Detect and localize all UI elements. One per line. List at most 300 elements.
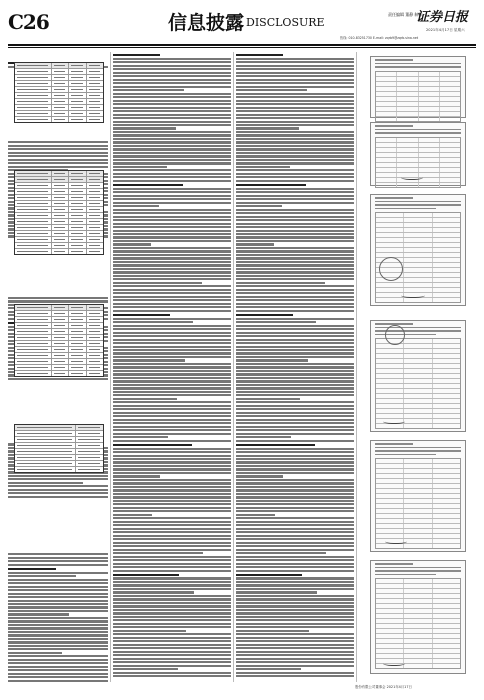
text-line xyxy=(236,356,354,358)
text-line xyxy=(113,493,231,495)
text-line xyxy=(113,426,231,428)
text-line xyxy=(236,665,354,667)
text-line xyxy=(8,155,108,157)
text-line xyxy=(236,387,354,389)
text-line xyxy=(236,538,354,540)
text-line xyxy=(8,482,83,484)
text-line xyxy=(236,633,354,635)
header-rule xyxy=(8,44,476,46)
text-line xyxy=(236,318,354,320)
text-line xyxy=(236,219,354,221)
text-line xyxy=(236,335,354,337)
text-line xyxy=(113,191,231,193)
text-line xyxy=(236,524,354,526)
text-line xyxy=(113,318,231,320)
text-line xyxy=(236,275,354,277)
editors-credit: 责任编辑 董静 制作 xyxy=(388,12,423,17)
text-line xyxy=(113,486,231,488)
text-line xyxy=(236,145,354,147)
text-line xyxy=(113,619,231,621)
text-line xyxy=(113,415,231,417)
article-column-1 xyxy=(8,52,108,682)
text-line xyxy=(113,605,231,607)
text-line xyxy=(236,124,354,126)
text-line xyxy=(236,188,354,190)
text-line xyxy=(113,124,231,126)
text-line xyxy=(236,465,354,467)
text-line xyxy=(113,366,231,368)
text-line xyxy=(236,198,354,200)
column-divider xyxy=(110,52,111,682)
text-line xyxy=(236,233,354,235)
text-line xyxy=(236,577,354,579)
text-line xyxy=(236,366,354,368)
text-line xyxy=(113,306,231,308)
text-line xyxy=(8,645,108,647)
text-line xyxy=(113,654,231,656)
footer-signature: 股份有限公司董事会 2021年4月17日 xyxy=(355,685,412,689)
text-line xyxy=(8,560,108,562)
text-line xyxy=(236,507,354,509)
paragraph-heading xyxy=(113,444,192,446)
text-line xyxy=(113,169,231,171)
text-line xyxy=(8,162,108,164)
text-line xyxy=(113,148,231,150)
text-line xyxy=(236,93,354,95)
text-line xyxy=(8,496,108,498)
text-line xyxy=(113,250,231,252)
text-line xyxy=(113,141,231,143)
text-line xyxy=(113,552,203,554)
text-line xyxy=(8,638,108,640)
text-line xyxy=(8,641,108,643)
text-line xyxy=(236,58,354,60)
text-line xyxy=(236,668,301,670)
text-line xyxy=(236,75,354,77)
text-line xyxy=(8,572,108,574)
text-line xyxy=(113,230,231,232)
text-line xyxy=(236,493,354,495)
text-line xyxy=(113,205,159,207)
text-line xyxy=(236,296,354,298)
text-line xyxy=(236,169,354,171)
text-line xyxy=(236,408,354,410)
text-line xyxy=(236,195,354,197)
text-line xyxy=(236,591,317,593)
text-line xyxy=(8,596,108,598)
text-line xyxy=(236,672,354,674)
text-line xyxy=(113,461,231,463)
text-line xyxy=(236,377,354,379)
text-line xyxy=(113,110,231,112)
text-line xyxy=(8,489,108,491)
text-line xyxy=(236,339,354,341)
column-divider xyxy=(356,52,357,682)
financial-table xyxy=(14,62,104,123)
text-line xyxy=(8,624,108,626)
text-line xyxy=(8,152,108,154)
text-line xyxy=(236,264,354,266)
text-line xyxy=(236,209,354,211)
text-line xyxy=(113,517,231,519)
text-line xyxy=(236,584,354,586)
text-line xyxy=(8,634,108,636)
text-line xyxy=(113,545,231,547)
text-line xyxy=(236,475,283,477)
text-line xyxy=(8,564,108,566)
text-line xyxy=(8,593,108,595)
signature-icon xyxy=(383,417,405,424)
text-line xyxy=(113,310,231,312)
text-line xyxy=(113,155,231,157)
text-line xyxy=(236,285,354,287)
text-line xyxy=(236,448,354,450)
text-line xyxy=(113,145,231,147)
text-line xyxy=(113,647,231,649)
text-line xyxy=(236,257,354,259)
text-line xyxy=(113,661,231,663)
text-line xyxy=(236,570,354,572)
text-line xyxy=(236,310,354,312)
text-line xyxy=(236,531,354,533)
text-line xyxy=(8,620,108,622)
text-line xyxy=(113,303,231,305)
text-line xyxy=(236,552,326,554)
text-line xyxy=(113,591,194,593)
text-line xyxy=(236,675,354,677)
text-line xyxy=(236,510,354,512)
text-line xyxy=(113,535,231,537)
text-line xyxy=(236,162,354,164)
text-line xyxy=(236,321,316,323)
text-line xyxy=(113,289,231,291)
text-line xyxy=(236,342,354,344)
text-line xyxy=(236,556,354,558)
financial-table xyxy=(14,424,104,473)
text-line xyxy=(236,72,354,74)
text-line xyxy=(8,680,108,682)
text-line xyxy=(236,306,354,308)
text-line xyxy=(236,292,354,294)
text-line xyxy=(113,131,231,133)
text-line xyxy=(236,651,354,653)
text-line xyxy=(113,581,231,583)
text-line xyxy=(236,282,325,284)
text-line xyxy=(113,503,231,505)
text-line xyxy=(236,191,354,193)
text-line xyxy=(113,672,231,674)
text-line xyxy=(113,176,231,178)
text-line xyxy=(236,110,354,112)
text-line xyxy=(8,159,108,161)
text-line xyxy=(236,429,354,431)
text-line xyxy=(236,349,354,351)
text-line xyxy=(8,579,108,581)
text-line xyxy=(113,644,231,646)
text-line xyxy=(113,630,186,632)
text-line xyxy=(236,328,354,330)
text-line xyxy=(113,500,231,502)
text-line xyxy=(113,278,231,280)
text-line xyxy=(236,236,354,238)
text-line xyxy=(113,384,231,386)
text-line xyxy=(113,226,231,228)
text-line xyxy=(113,422,231,424)
text-line xyxy=(113,223,231,225)
text-line xyxy=(236,155,354,157)
text-line xyxy=(236,141,354,143)
text-line xyxy=(8,141,108,143)
text-line xyxy=(236,398,300,400)
text-line xyxy=(236,401,354,403)
text-line xyxy=(113,595,231,597)
text-line xyxy=(236,412,354,414)
text-line xyxy=(236,440,354,442)
signature-icon xyxy=(385,537,407,544)
official-seal-icon xyxy=(379,257,403,281)
text-line xyxy=(113,401,231,403)
text-line xyxy=(8,485,108,487)
text-line xyxy=(236,658,354,660)
text-line xyxy=(113,433,231,435)
text-line xyxy=(236,394,354,396)
text-line xyxy=(113,528,231,530)
text-line xyxy=(236,468,354,470)
text-line xyxy=(113,640,231,642)
article-column-3 xyxy=(236,52,354,682)
text-line xyxy=(236,517,354,519)
text-line xyxy=(8,475,108,477)
text-line xyxy=(236,289,354,291)
paragraph-heading xyxy=(8,568,56,570)
text-line xyxy=(113,216,231,218)
text-line xyxy=(113,521,231,523)
text-line xyxy=(113,665,231,667)
text-line xyxy=(236,121,354,123)
text-line xyxy=(236,405,354,407)
text-line xyxy=(8,297,108,299)
text-line xyxy=(113,377,231,379)
text-line xyxy=(236,461,354,463)
text-line xyxy=(236,612,354,614)
text-line xyxy=(236,640,354,642)
text-line xyxy=(8,589,108,591)
text-line xyxy=(236,545,354,547)
text-line xyxy=(113,321,193,323)
text-line xyxy=(236,384,354,386)
text-line xyxy=(113,261,231,263)
text-line xyxy=(113,209,231,211)
text-line xyxy=(236,602,354,604)
text-line xyxy=(113,373,231,375)
text-line xyxy=(236,166,290,168)
text-line xyxy=(113,563,231,565)
text-line xyxy=(113,236,231,238)
text-line xyxy=(236,240,354,242)
text-line xyxy=(113,542,231,544)
text-line xyxy=(113,380,231,382)
scanned-document xyxy=(370,440,466,552)
text-line xyxy=(236,528,354,530)
text-line xyxy=(236,479,354,481)
text-line xyxy=(8,492,108,494)
text-line xyxy=(236,644,354,646)
text-line xyxy=(113,325,231,327)
text-line xyxy=(236,96,354,98)
text-line xyxy=(8,655,108,657)
text-line xyxy=(236,278,354,280)
text-line xyxy=(113,370,231,372)
text-line xyxy=(236,100,354,102)
paragraph-heading xyxy=(236,184,306,186)
text-line xyxy=(236,346,354,348)
text-line xyxy=(236,489,354,491)
text-line xyxy=(8,676,108,678)
text-line xyxy=(8,603,108,605)
text-line xyxy=(236,626,354,628)
text-line xyxy=(113,58,231,60)
text-line xyxy=(113,152,231,154)
text-line xyxy=(236,268,354,270)
text-line xyxy=(113,332,231,334)
text-line xyxy=(236,117,354,119)
text-line xyxy=(236,542,354,544)
text-line xyxy=(236,623,354,625)
text-line xyxy=(113,658,231,660)
text-line xyxy=(8,300,108,302)
text-line xyxy=(113,436,168,438)
scanned-document xyxy=(370,56,466,118)
text-line xyxy=(8,617,108,619)
text-line xyxy=(113,566,231,568)
text-line xyxy=(236,152,354,154)
text-line xyxy=(113,162,231,164)
scanned-documents-column xyxy=(358,52,476,682)
signature-icon xyxy=(401,291,425,298)
text-line xyxy=(113,651,231,653)
text-line xyxy=(113,103,231,105)
text-line xyxy=(236,254,354,256)
text-line xyxy=(236,226,354,228)
text-line xyxy=(236,352,354,354)
text-line xyxy=(236,247,354,249)
text-line xyxy=(236,581,354,583)
text-line xyxy=(236,521,354,523)
text-line xyxy=(8,145,108,147)
text-line xyxy=(8,582,108,584)
text-line xyxy=(113,510,231,512)
text-line xyxy=(236,549,354,551)
text-line xyxy=(236,103,354,105)
text-line xyxy=(236,216,354,218)
text-line xyxy=(236,134,354,136)
text-line xyxy=(113,89,184,91)
text-line xyxy=(236,127,299,129)
text-line xyxy=(113,335,231,337)
text-line xyxy=(113,180,231,182)
text-line xyxy=(113,166,167,168)
text-line xyxy=(113,675,231,677)
text-line xyxy=(236,496,354,498)
text-line xyxy=(113,356,231,358)
text-line xyxy=(113,127,176,129)
text-line xyxy=(8,600,108,602)
text-line xyxy=(236,647,354,649)
text-line xyxy=(236,422,354,424)
page-number: C26 xyxy=(8,10,49,34)
scanned-document xyxy=(370,194,466,306)
text-line xyxy=(113,173,231,175)
text-line xyxy=(113,429,231,431)
text-line xyxy=(236,148,354,150)
text-line xyxy=(113,612,231,614)
text-line xyxy=(113,479,231,481)
text-line xyxy=(236,609,354,611)
text-line xyxy=(113,243,151,245)
text-line xyxy=(8,166,108,168)
text-line xyxy=(8,148,108,150)
text-line xyxy=(113,465,231,467)
text-line xyxy=(113,339,231,341)
text-line xyxy=(236,391,354,393)
text-line xyxy=(236,373,354,375)
text-line xyxy=(236,212,354,214)
column-divider xyxy=(233,52,234,682)
text-line xyxy=(236,486,354,488)
text-line xyxy=(236,415,354,417)
scanned-document xyxy=(370,560,466,674)
text-line xyxy=(113,198,231,200)
text-line xyxy=(236,299,354,301)
text-line xyxy=(236,271,354,273)
text-line xyxy=(236,86,354,88)
text-line xyxy=(236,433,354,435)
scanned-document xyxy=(370,122,466,186)
article-text xyxy=(113,52,231,682)
text-line xyxy=(8,662,108,664)
text-line xyxy=(236,131,354,133)
header-rule-thin xyxy=(8,47,476,48)
text-line xyxy=(113,363,231,365)
text-line xyxy=(113,408,231,410)
text-line xyxy=(236,261,354,263)
text-line xyxy=(236,500,354,502)
text-line xyxy=(236,563,354,565)
text-line xyxy=(113,202,231,204)
paragraph-heading xyxy=(113,574,179,576)
text-line xyxy=(113,121,231,123)
text-line xyxy=(113,299,231,301)
section-title: 信息披露 xyxy=(168,12,245,34)
text-line xyxy=(236,202,354,204)
text-line xyxy=(113,117,231,119)
text-line xyxy=(113,394,231,396)
paragraph-heading xyxy=(113,184,183,186)
text-line xyxy=(113,412,231,414)
text-line xyxy=(236,107,354,109)
text-line xyxy=(8,606,108,608)
text-line xyxy=(113,282,202,284)
text-line xyxy=(8,557,108,559)
text-line xyxy=(113,616,231,618)
text-line xyxy=(113,349,231,351)
text-line xyxy=(236,654,354,656)
text-line xyxy=(236,250,354,252)
text-line xyxy=(236,535,354,537)
paragraph-heading xyxy=(236,444,315,446)
text-line xyxy=(113,240,231,242)
article-column-2 xyxy=(113,52,231,682)
